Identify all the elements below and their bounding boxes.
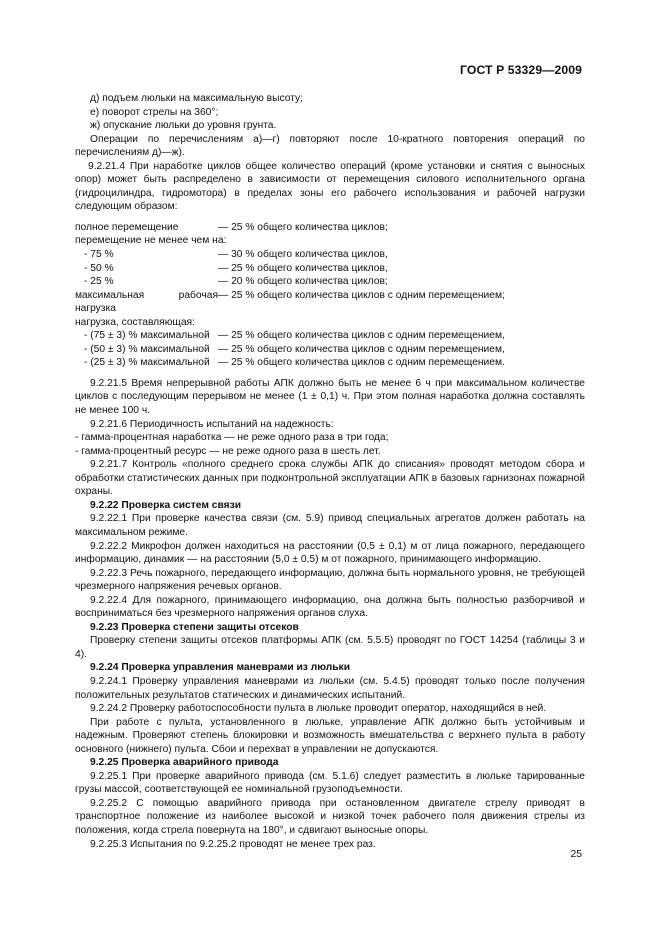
- table-row: [75, 329, 585, 343]
- row-value: [226, 234, 585, 248]
- row-value: — 25 % общего количества циклов,: [218, 262, 388, 274]
- row-label: - 25 %: [84, 276, 114, 288]
- list-item-e: е) поворот стрелы на 360°;: [90, 106, 219, 118]
- row-label: нагрузка, составляющая:: [75, 316, 195, 328]
- paragraph-9-2-21-6: 9.2.21.6 Периодичность испытаний на надежность:: [90, 418, 334, 430]
- section-heading-9-2-22: 9.2.22 Проверка систем связи: [90, 499, 242, 511]
- row-label: - (75 ± 3) % максимальной: [84, 330, 210, 342]
- page-number: 25: [570, 849, 582, 860]
- list-item-gamma-operating-time: - гамма-процентная наработка — не реже одного раза в три года;: [75, 432, 389, 444]
- row-label: перемещение не менее чем на:: [75, 235, 227, 247]
- table-row: [75, 343, 585, 357]
- row-label: - 50 %: [84, 262, 114, 274]
- row-value: — 25 % общего количества циклов;: [218, 221, 388, 233]
- paragraph-9-2-25-1: 9.2.25.1 При проверке аварийного привода (см. 5.1.6) следует разместить в люльке тарированные грузы массой, соответствующей ее номинальной грузоподъемности.: [75, 770, 585, 796]
- paragraph-9-2-24-2: 9.2.24.2 Проверку работоспособности пульта в люльке проводит оператор, находящийся в ней.: [90, 703, 547, 715]
- paragraph-9-2-21-5: 9.2.21.5 Время непрерывной работы АПК должно быть не менее 6 ч при максимальном количестве циклов с последующим перерывом не менее (1 ± 0,1) ч. При этом полная наработка должна составлять не менее 100 ч.: [75, 377, 585, 417]
- spacer: [75, 370, 585, 377]
- paragraph-9-2-22-1: 9.2.22.1 При проверке качества связи (см. 5.9) привод специальных агрегатов должен работать на максимальном режиме.: [75, 513, 585, 538]
- table-row: [75, 275, 585, 289]
- row-label: максимальная рабочая нагрузка: [75, 289, 218, 315]
- paragraph-9-2-24-2-continued: При работе с пульта, установленного в люльке, управление АПК должно быть устойчивым и надежным. Проверяют степень блокировки и возможность вмешательства с верхнего пульта в работу основного (нижнего) пульта. Сбои и перехват в управлении не допускаются.: [75, 716, 585, 755]
- row-value: — 25 % общего количества циклов с одним перемещением;: [218, 289, 505, 301]
- row-label: - (25 ± 3) % максимальной: [84, 357, 210, 369]
- page-header: ГОСТ Р 53329—2009: [460, 63, 582, 77]
- paragraph-9-2-22-2: 9.2.22.2 Микрофон должен находиться на расстоянии (0,5 ± 0,1) м от лица пожарного, передающего информацию, динамик — на расстоянии (5,0 ± 0,5) м от пожарного, принимающего информацию.: [75, 540, 585, 566]
- section-heading-9-2-24: 9.2.24 Проверка управления маневрами из люльки: [90, 662, 350, 674]
- table-row: [75, 356, 585, 370]
- paragraph-9-2-25-2: 9.2.25.2 С помощью аварийного привода при остановленном двигателе стрелу приводят в транспортное положение из наиболее высокой и низкой точек рабочего поля движения стрелы из положения, когда стрела повернута на 180°, и сдвигают выносные опоры.: [75, 797, 585, 836]
- row-label: - (50 ± 3) % максимальной: [84, 343, 210, 355]
- list-item-zh: ж) опускание люльки до уровня грунта.: [90, 120, 277, 132]
- table-row: [75, 248, 585, 262]
- section-heading-9-2-25: 9.2.25 Проверка аварийного привода: [90, 757, 279, 769]
- row-value: — 20 % общего количества циклов;: [218, 276, 388, 288]
- table-row: [75, 316, 585, 330]
- spacer: [75, 214, 585, 221]
- row-value: — 25 % общего количества циклов с одним перемещением,: [218, 343, 505, 355]
- row-value: — 25 % общего количества циклов с одним перемещением,: [218, 330, 505, 342]
- paragraph-9-2-25-3: 9.2.25.3 Испытания по 9.2.25.2 проводят не менее трех раз.: [90, 838, 376, 850]
- paragraph-9-2-21-4: 9.2.21.4 При наработке циклов общее количество операций (кроме установки и снятия с выносных опор) может быть распределено в зависимости от перемещения силового исполнительного органа (гидроцилиндра, гидромотора) в пределах зоны его рабочего использования и рабочей нагрузки следующим образом:: [75, 160, 585, 213]
- paragraph-9-2-22-4: 9.2.22.4 Для пожарного, принимающего информацию, она должна быть полностью разборчивой и восприниматься без чрезмерного напряжения органов слуха.: [75, 594, 585, 620]
- row-label: - 75 %: [84, 249, 114, 261]
- table-row: [75, 262, 585, 276]
- list-item-gamma-resource: - гамма-процентный ресурс — не реже одного раза в шесть лет.: [75, 445, 381, 457]
- row-value: — 30 % общего количества циклов,: [218, 249, 388, 261]
- table-row: [75, 221, 585, 235]
- paragraph-9-2-21-7: 9.2.21.7 Контроль «полного среднего срока службы АПК до списания» проводят методом сбора и обработки статистических данных при подконтрольной эксплуатации АПК в базовых гарнизонах пожарной охраны.: [75, 459, 585, 498]
- table-row: [75, 289, 585, 316]
- row-value: — 25 % общего количества циклов с одним перемещением.: [218, 357, 505, 369]
- distribution-table: [75, 221, 585, 370]
- paragraph-9-2-23: Проверку степени защиты отсеков платформы АПК (см. 5.5.5) проводят по ГОСТ 14254 (таблицы 3 и 4).: [75, 635, 585, 660]
- paragraph-9-2-24-1: 9.2.24.1 Проверку управления маневрами из люльки (см. 5.4.5) проводят только после получения положительных результатов статических и динамических испытаний.: [75, 675, 585, 701]
- page-content: [75, 92, 585, 851]
- table-row: [75, 234, 585, 248]
- paragraph-operations: Операции по перечислениям а)—г) повторяют после 10-кратного повторения операций по перечислениям д)—ж).: [75, 133, 585, 159]
- row-value: [195, 316, 585, 330]
- section-heading-9-2-23: 9.2.23 Проверка степени защиты отсеков: [90, 621, 299, 633]
- row-label: полное перемещение: [75, 221, 179, 233]
- paragraph-9-2-22-3: 9.2.22.3 Речь пожарного, передающего информацию, должна быть нормального уровня, не требующей чрезмерного напряжения речевых органов.: [75, 567, 585, 593]
- list-item-d: д) подъем люльки на максимальную высоту;: [90, 93, 303, 104]
